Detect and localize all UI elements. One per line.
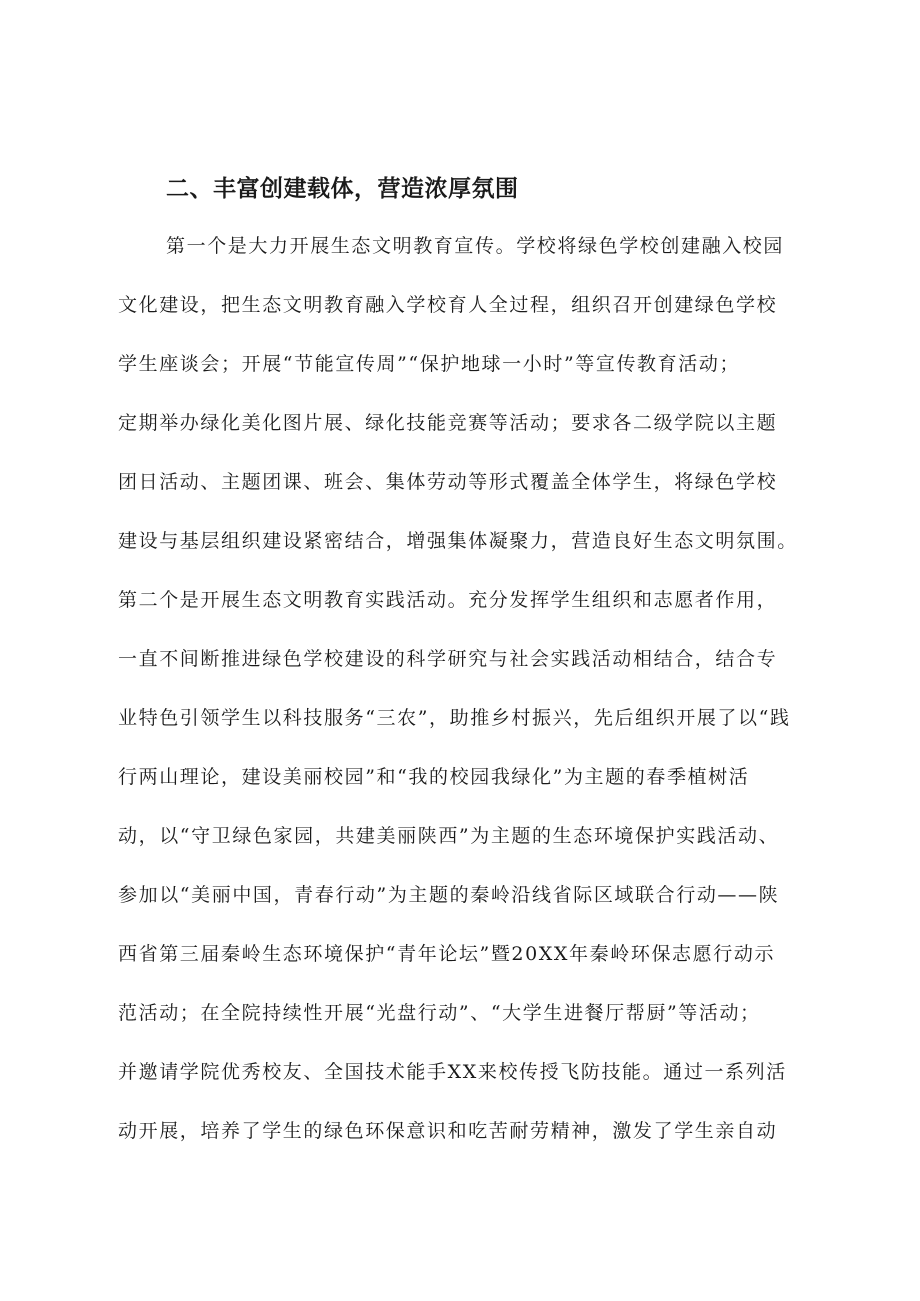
text-line: 建设与基层组织建设紧密结合，增强集体凝聚力，营造良好生态文明氛围。 — [118, 530, 798, 552]
text-line: 并邀请学院优秀校友、全国技术能手XX来校传授飞防技能。通过一系列活 — [118, 1061, 787, 1083]
text-line: 范活动；在全院持续性开展“光盘行动”、“大学生进餐厅帮厨”等活动； — [118, 1002, 761, 1024]
text-line: 业特色引领学生以科技服务“三农”，助推乡村振兴，先后组织开展了以“践 — [118, 707, 791, 729]
text-line: 第二个是开展生态文明教育实践活动。充分发挥学生组织和志愿者作用， — [118, 589, 778, 611]
text-line: 动开展，培养了学生的绿色环保意识和吃苦耐劳精神，激发了学生亲自动 — [118, 1120, 778, 1142]
text-line: 行两山理论，建设美丽校园”和“我的校园我绿化”为主题的春季植树活 — [118, 766, 750, 788]
text-line: 学生座谈会；开展“节能宣传周”“保护地球一小时”等宣传教育活动； — [118, 353, 741, 375]
text-line: 定期举办绿化美化图片展、绿化技能竞赛等活动；要求各二级学院以主题 — [118, 412, 778, 434]
text-line: 一直不间断推进绿色学校建设的科学研究与社会实践活动相结合，结合专 — [118, 648, 778, 670]
text-line: 动，以“守卫绿色家园，共建美丽陕西”为主题的生态环境保护实践活动、 — [118, 825, 780, 847]
section-heading: 二、丰富创建载体，营造浓厚氛围 — [166, 176, 519, 202]
text-line: 西省第三届秦岭生态环境保护“青年论坛”暨20XX年秦岭环保志愿行动示 — [118, 943, 776, 965]
text-line: 文化建设，把生态文明教育融入学校育人全过程，组织召开创建绿色学校 — [118, 294, 778, 316]
text-line: 团日活动、主题团课、班会、集体劳动等形式覆盖全体学生，将绿色学校 — [118, 471, 778, 493]
text-line: 参加以“美丽中国，青春行动”为主题的秦岭沿线省际区域联合行动——陕 — [118, 884, 780, 906]
text-line: 第一个是大力开展生态文明教育宣传。学校将绿色学校创建融入校园 — [166, 235, 785, 257]
